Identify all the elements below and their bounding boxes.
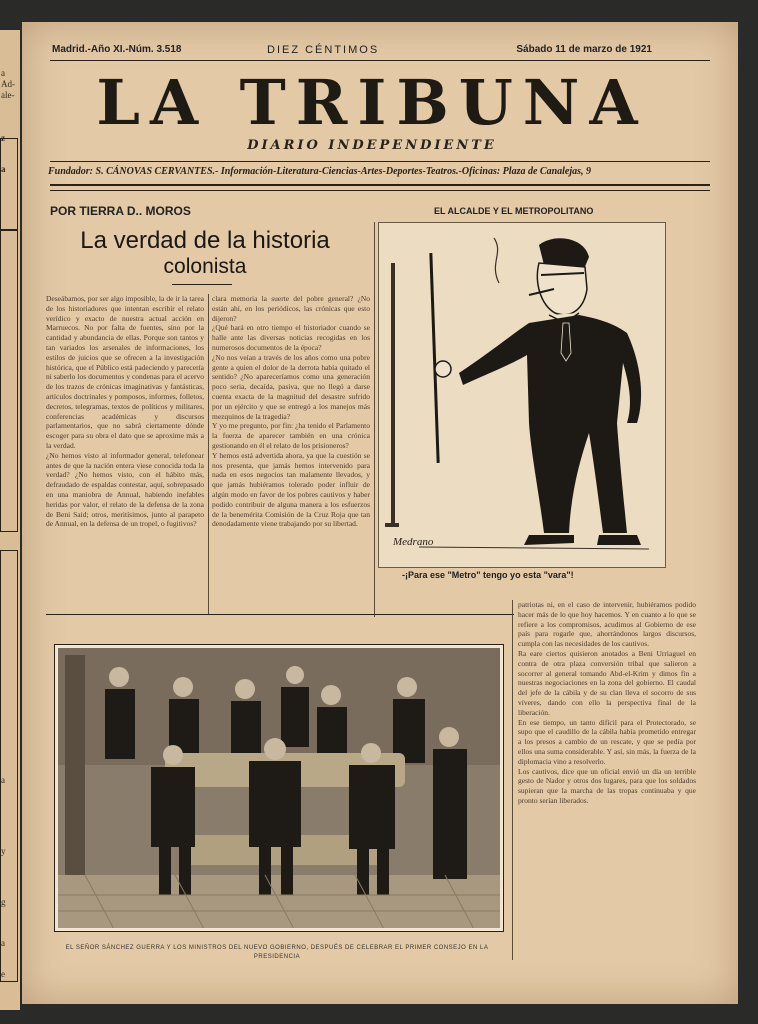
founder-line: Fundador: S. CÁNOVAS CERVANTES.- Información-Literatura-Ciencias-Artes-Deportes-Teatros.-Oficinas: Plaza de Canalejas, 9 bbox=[48, 166, 592, 177]
headline-line-2: colonista bbox=[163, 255, 247, 278]
prev-page-fragment: ale- bbox=[1, 90, 15, 100]
headline-rule bbox=[172, 284, 232, 285]
photo-illustration bbox=[55, 645, 503, 931]
newspaper-page bbox=[22, 22, 738, 1004]
cartoon-caption: -¡Para ese "Metro" tengo yo esta "vara"! bbox=[402, 570, 574, 580]
edition-bar bbox=[52, 44, 652, 58]
prev-page-fragment: a bbox=[1, 775, 5, 785]
prev-page-fragment: e bbox=[1, 969, 5, 979]
price-label: DIEZ CÉNTIMOS bbox=[267, 44, 380, 56]
section-rule bbox=[46, 614, 514, 615]
prev-page-fragment: a bbox=[1, 938, 5, 948]
article-column-2: clara memoria la suerte del pobre general? ¿No están ahí, en los periódicos, las crónicas que esto dijeron? ¿Qué hará en otro tiempo el historiador cuando se halle ante las diversas noticias recogidas en los numerosos documentos de la época? ¿No nos veían a través de los años como una pobre gente a quien el dolor de la derrota había quitado el sentido? ¿No apareceríamos como una generación poco seria, decaída, pasiva, que no llegó a darse cuenta exacta de la magnitud del desastre sufrido por un ejército y que se entregó a los manejos más mezquinos de la tragedia? Y yo me pregunto, por fin: ¿ha tenido el Parlamento la fuerza de aparecer también en una crónica gestionando en él el relato de los prisioneros? Y hemos está advertida ahora, ya que la cuestión se nos presenta, que jamás hemos intervenido para nada en esos negocios tan malamente llevados, y que jamás hubiéramos tolerado poder influir de algún modo en favor de los pobres cautivos y haber podido contribuir de alguna manera a los esfuerzos de la benemérita Comisión de la Cruz Roja que tan denodadamente viene trabajando por su libertad. bbox=[212, 294, 370, 529]
government-photo bbox=[54, 644, 504, 932]
edition-number: Madrid.-Año XI.-Núm. 3.518 bbox=[52, 44, 182, 55]
masthead-title: LA TRIBUNA bbox=[96, 66, 648, 139]
prev-page-box bbox=[0, 230, 18, 532]
founder-rule bbox=[50, 184, 710, 186]
prev-page-box bbox=[0, 550, 18, 982]
column-divider bbox=[374, 222, 375, 617]
prev-page-fragment: a bbox=[1, 68, 5, 78]
founder-rule-thin bbox=[50, 190, 710, 191]
subtitle-rule bbox=[50, 161, 710, 162]
column-divider bbox=[208, 294, 209, 614]
prev-page-box bbox=[0, 138, 18, 230]
cartoon-section: EL ALCALDE Y EL METROPOLITANO bbox=[434, 206, 594, 216]
cartoon-signature: Medrano bbox=[393, 536, 434, 548]
previous-page-edge bbox=[0, 30, 20, 1010]
headline-line-1: La verdad de la historia bbox=[80, 227, 330, 254]
issue-date: Sábado 11 de marzo de 1921 bbox=[516, 44, 652, 55]
cartoon-illustration bbox=[379, 223, 665, 567]
prev-page-fragment: z bbox=[1, 133, 5, 143]
prev-page-fragment: a bbox=[1, 164, 6, 174]
prev-page-fragment: g bbox=[1, 897, 6, 907]
article-headline bbox=[40, 228, 370, 280]
photo-caption: EL SEÑOR SÁNCHEZ GUERRA Y LOS MINISTROS DEL NUEVO GOBIERNO, DESPUÉS DE CELEBRAR EL PRIMER CONSEJO EN LA PRESIDENCIA bbox=[65, 945, 489, 960]
cartoon-frame bbox=[378, 222, 666, 568]
article-section: POR TIERRA D.. MOROS bbox=[50, 204, 191, 218]
article-column-3: patriotas ni, en el caso de intervenir, hubiéramos podido hacer más de lo que hoy hacemos. Y en cuanto a lo que se refiere a los compromisos, acudimos al Gobierno de ese país para rogarle que, ahorrándonos largos discursos, cumpla con las necesidades de los cautivos. Ra eare ciertos quisieron anotados a Beni Urriaguel en contra de otra plaza conversión tribal que salieron a socorrer al general tomando Abd-el-Krim y dimos fin a nuestras negociaciones en la zona del gobierno. El caudal del jefe de la cábila y de su clan lleva el socorro de sus víveres, dando con ello la perspectiva final de la liberación. En ese tiempo, un tanto difícil para el Protectorado, se supo que el caudillo de la cábila había prometido entregar a los presos a cambio de un rescate, y que se pedía por ellos una suma considerable. Y así, sin más, la fuerza de la diplomacia vino a resolverlo. Los cautivos, dice que un oficial envió un día un terrible gesto de Nador y otros dos lugares, para que los soldados supieran que la marcha de las tropas continuaba y que pronto serían liberados. bbox=[518, 600, 696, 805]
top-rule bbox=[50, 60, 710, 61]
column-divider bbox=[512, 600, 513, 960]
masthead-subtitle: DIARIO INDEPENDIENTE bbox=[247, 138, 497, 153]
prev-page-fragment: y bbox=[1, 846, 6, 856]
article-column-1: Deseábamos, por ser algo imposible, la de ir la tarea de los historiadores que intentan escribir el relato verídico y exacto de nuestra actual acción en Marruecos. No por falta de fuentes, sino por la cantidad y abundancia de ellas. Porque son tantos y tan variados los arsenales de informaciones, los estilos de juicios que se ofrecen a la investigación histórica, que el Público está padeciendo y parecería ni saberlo los documentos y condenas para el acervo de los trazos de crónicas imaginativas y fantásticas, artículos doctrinales y pomposos, informes, folletos, decretos, telegramas, textos de políticos y militares, conferencias académicas y discursos parlamentarios, que no sabrá ciertamente dónde escoger para su obra el dato que se aproxime más a la verdad. ¿No hemos visto al informador general, telefonear antes de que la nación entera viese conocida toda la verdad? ¿No hemos visto, con el hábito más, defraudado de espaldas contestar, aquí, sobrepasado en una maniobra de Annual, habiendo inefables heridas por valor, el relato de la defensa de la zona de Beni Said; otros, meritísimos, junto al parapeto de Annual, en la defensa de un tropel, o fugitivos? bbox=[46, 294, 204, 529]
prev-page-fragment: Ad- bbox=[1, 79, 15, 89]
